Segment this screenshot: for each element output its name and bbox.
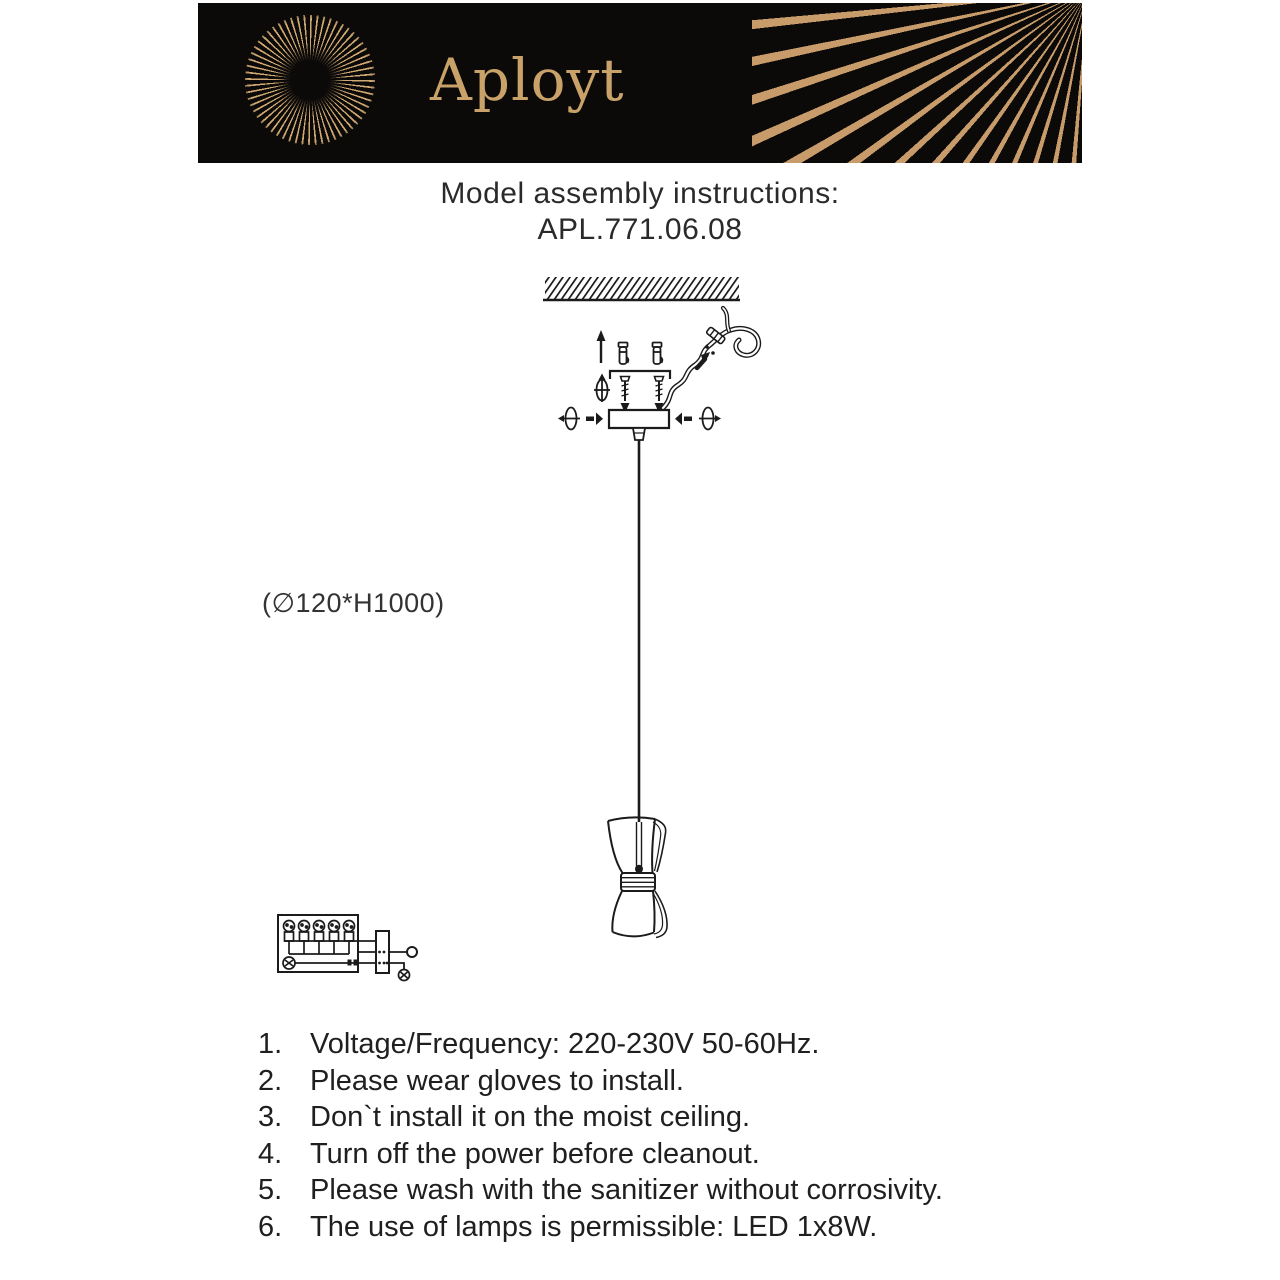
mounting-bracket xyxy=(610,371,670,379)
instruction-item xyxy=(258,1138,1118,1175)
terminal-screws xyxy=(284,921,355,942)
power-cable xyxy=(663,308,759,408)
instruction-number: 3. xyxy=(258,1101,283,1134)
wiring-diagram xyxy=(270,900,460,1000)
dimension-label: (∅120*H1000) xyxy=(262,588,445,618)
instruction-item xyxy=(258,1028,1118,1065)
corner-rays-decoration-icon xyxy=(752,3,1082,163)
inner-rod xyxy=(635,822,643,873)
instruction-text: Turn off the power before cleanout. xyxy=(310,1137,760,1170)
instruction-number: 2. xyxy=(258,1064,283,1097)
instruction-list xyxy=(258,1028,1118,1248)
instruction-number: 1. xyxy=(258,1028,283,1060)
inward-arrow-right-icon xyxy=(675,413,692,426)
instruction-number: 4. xyxy=(258,1137,283,1170)
brand-banner xyxy=(198,3,1082,163)
screw-icon xyxy=(621,377,664,414)
wall-anchor-icon xyxy=(619,343,663,365)
instruction-item xyxy=(258,1101,1118,1138)
instruction-number: 5. xyxy=(258,1174,283,1207)
model-number: APL.771.06.08 xyxy=(537,213,743,246)
instruction-item xyxy=(258,1174,1118,1211)
connector-block xyxy=(376,931,389,973)
cord-grip xyxy=(633,428,645,440)
canopy-plate xyxy=(609,410,669,440)
pendant-shade xyxy=(608,817,667,937)
lamp-terminal-icon xyxy=(407,947,417,957)
instruction-number: 6. xyxy=(258,1210,283,1243)
brand-wordmark: Aployt xyxy=(430,46,625,114)
page-title: Model assembly instructions: xyxy=(440,177,840,210)
instruction-text: Please wear gloves to install. xyxy=(310,1064,684,1097)
instruction-text: The use of lamps is permissible: LED 1x8W. xyxy=(310,1210,878,1243)
up-arrow-icon xyxy=(597,330,606,363)
title-block xyxy=(0,176,1280,248)
ground-screw-right-icon xyxy=(399,970,410,981)
inward-arrow-left-icon xyxy=(586,413,603,426)
rotate-right-icon xyxy=(699,408,721,430)
instruction-item xyxy=(258,1065,1118,1102)
instruction-text: Don`t install it on the moist ceiling. xyxy=(310,1101,751,1134)
ceiling-hatch-icon xyxy=(543,277,740,300)
instruction-text: Please wash with the sanitizer without corrosivity. xyxy=(310,1174,943,1207)
assembly-diagram xyxy=(540,260,790,960)
instruction-item xyxy=(258,1211,1118,1248)
ground-screw-icon xyxy=(283,957,295,969)
instruction-text: Voltage/Frequency: 220-230V 50-60Hz. xyxy=(310,1028,820,1060)
terminal-bus xyxy=(284,941,354,954)
rotate-screw-icon xyxy=(594,374,610,403)
rotate-left-icon xyxy=(558,408,580,430)
sunburst-logo-icon xyxy=(245,15,375,145)
